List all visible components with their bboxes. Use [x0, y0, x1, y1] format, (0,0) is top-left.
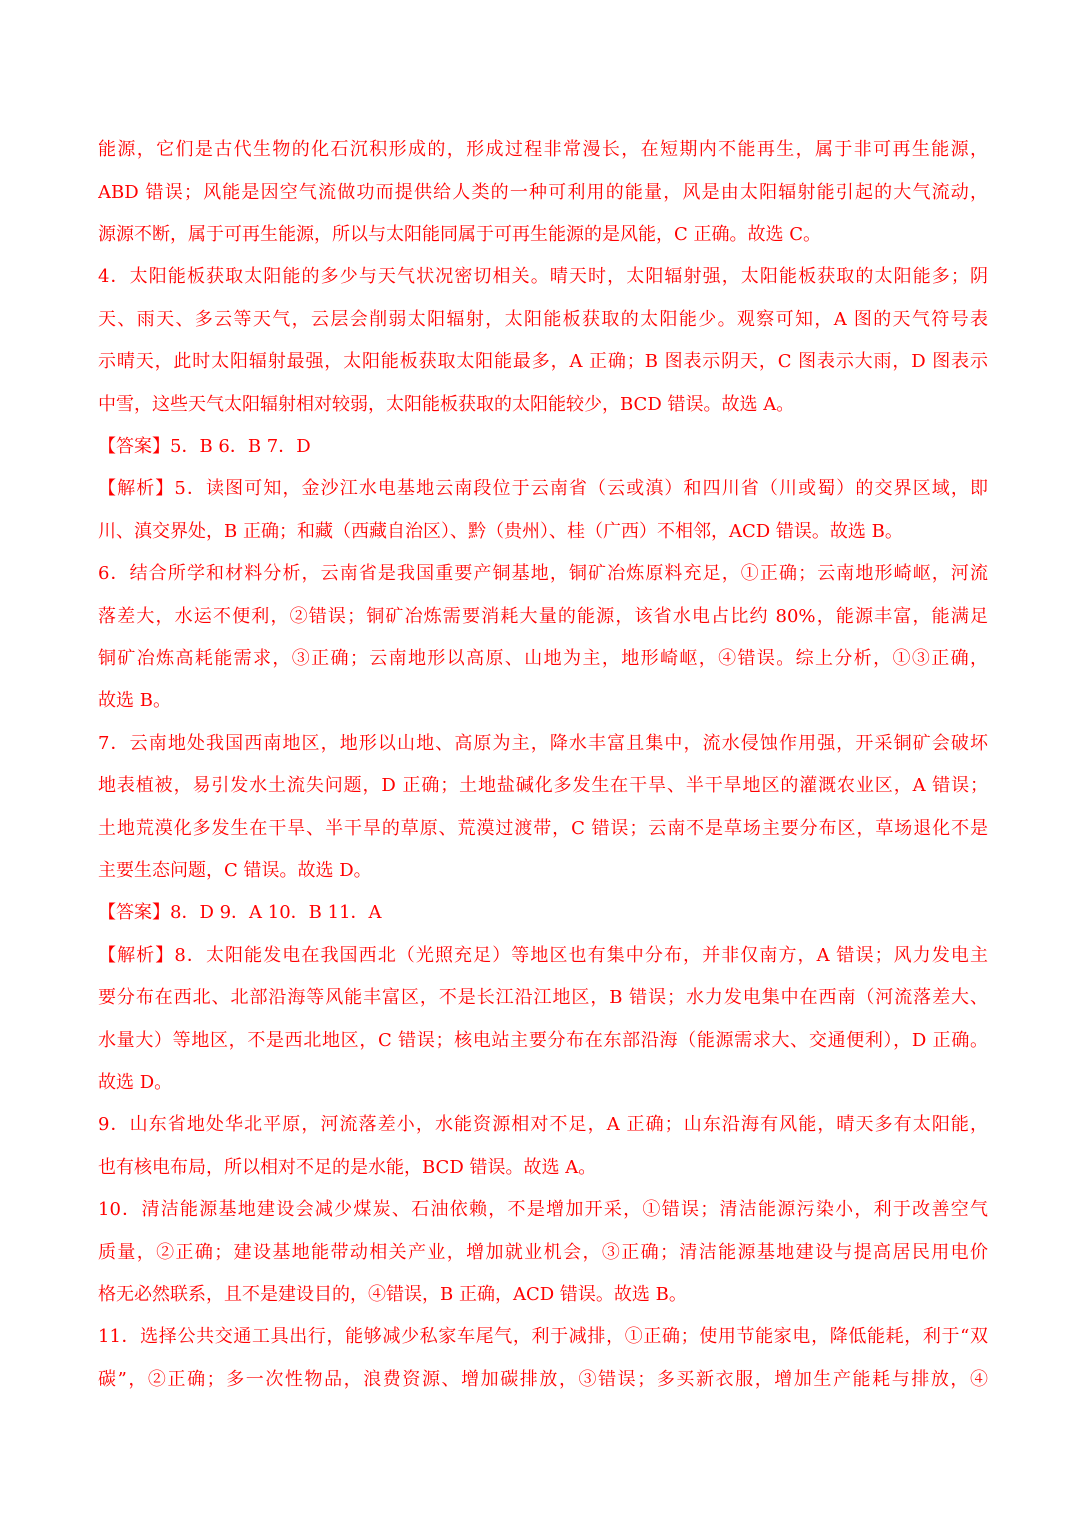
text-line: 碳”，②正确；多一次性物品，浪费资源、增加碳排放，③错误；多买新衣服，增加生产能耗与排放，④ — [98, 1369, 988, 1390]
text-line: 11．选择公共交通工具出行，能够减少私家车尾气，利于减排，①正确；使用节能家电，降低能耗，利于“双 — [98, 1326, 988, 1347]
text-line: 水量大）等地区，不是西北地区，C 错误；核电站主要分布在东部沿海（能源需求大、交通便利），D 正确。 — [98, 1030, 988, 1051]
text-line: 能源，它们是古代生物的化石沉积形成的，形成过程非常漫长，在短期内不能再生，属于非可再生能源， — [98, 139, 988, 160]
text-line: 也有核电布局，所以相对不足的是水能，BCD 错误。故选 A。 — [98, 1157, 597, 1178]
text-line: 9．山东省地处华北平原，河流落差小，水能资源相对不足，A 正确；山东沿海有风能，晴天多有太阳能， — [98, 1114, 988, 1135]
text-line: 故选 B。 — [98, 690, 171, 711]
text-line: 川、滇交界处，B 正确；和藏（西藏自治区）、黔（贵州）、桂（广西）不相邻，ACD 错误。故选 B。 — [98, 521, 903, 542]
text-line: 7．云南地处我国西南地区，地形以山地、高原为主，降水丰富且集中，流水侵蚀作用强，开采铜矿会破坏 — [98, 733, 988, 754]
text-line: 主要生态问题，C 错误。故选 D。 — [98, 860, 372, 881]
text-line: 落差大，水运不便利，②错误；铜矿冶炼需要消耗大量的能源，该省水电占比约 80%，能源丰富，能满足 — [98, 606, 988, 627]
text-line: ABD 错误；风能是因空气流做功而提供给人类的一种可利用的能量，风是由太阳辐射能引起的大气流动， — [98, 182, 988, 203]
text-line: 铜矿冶炼高耗能需求，③正确；云南地形以高原、山地为主，地形崎岖，④错误。综上分析，①③正确， — [98, 648, 988, 669]
text-line: 源源不断，属于可再生能源，所以与太阳能同属于可再生能源的是风能，C 正确。故选 C。 — [98, 224, 821, 245]
text-line: 格无必然联系，且不是建设目的，④错误，B 正确，ACD 错误。故选 B。 — [98, 1284, 687, 1305]
text-line: 要分布在西北、北部沿海等风能丰富区，不是长江沿江地区，B 错误；水力发电集中在西南（河流落差大、 — [98, 987, 988, 1008]
text-line: 【解析】5．读图可知，金沙江水电基地云南段位于云南省（云或滇）和四川省（川或蜀）的交界区域，即 — [98, 478, 988, 499]
text-line: 中雪，这些天气太阳辐射相对较弱，太阳能板获取的太阳能较少，BCD 错误。故选 A。 — [98, 394, 795, 415]
text-line: 土地荒漠化多发生在干旱、半干旱的草原、荒漠过渡带，C 错误；云南不是草场主要分布区，草场退化不是 — [98, 818, 988, 839]
text-line: 【解析】8．太阳能发电在我国西北（光照充足）等地区也有集中分布，并非仅南方，A 错误；风力发电主 — [98, 945, 988, 966]
answer-line: 【答案】5．B 6．B 7．D — [98, 436, 311, 457]
text-line: 地表植被，易引发水土流失问题，D 正确；土地盐碱化多发生在干旱、半干旱地区的灌溉农业区，A 错误； — [98, 775, 988, 796]
text-line: 示晴天，此时太阳辐射最强，太阳能板获取太阳能最多，A 正确；B 图表示阴天，C 图表示大雨，D 图表示 — [98, 351, 988, 372]
text-line: 天、雨天、多云等天气，云层会削弱太阳辐射，太阳能板获取的太阳能少。观察可知，A 图的天气符号表 — [98, 309, 988, 330]
text-line: 6．结合所学和材料分析，云南省是我国重要产铜基地，铜矿冶炼原料充足，①正确；云南地形崎岖，河流 — [98, 563, 988, 584]
text-line: 4．太阳能板获取太阳能的多少与天气状况密切相关。晴天时，太阳辐射强，太阳能板获取的太阳能多；阴 — [98, 266, 988, 287]
text-line: 10．清洁能源基地建设会减少煤炭、石油依赖，不是增加开采，①错误；清洁能源污染小，利于改善空气 — [98, 1199, 988, 1220]
text-line: 质量，②正确；建设基地能带动相关产业，增加就业机会，③正确；清洁能源基地建设与提高居民用电价 — [98, 1242, 988, 1263]
text-line: 故选 D。 — [98, 1072, 173, 1093]
answer-line: 【答案】8．D 9．A 10．B 11．A — [98, 902, 382, 923]
